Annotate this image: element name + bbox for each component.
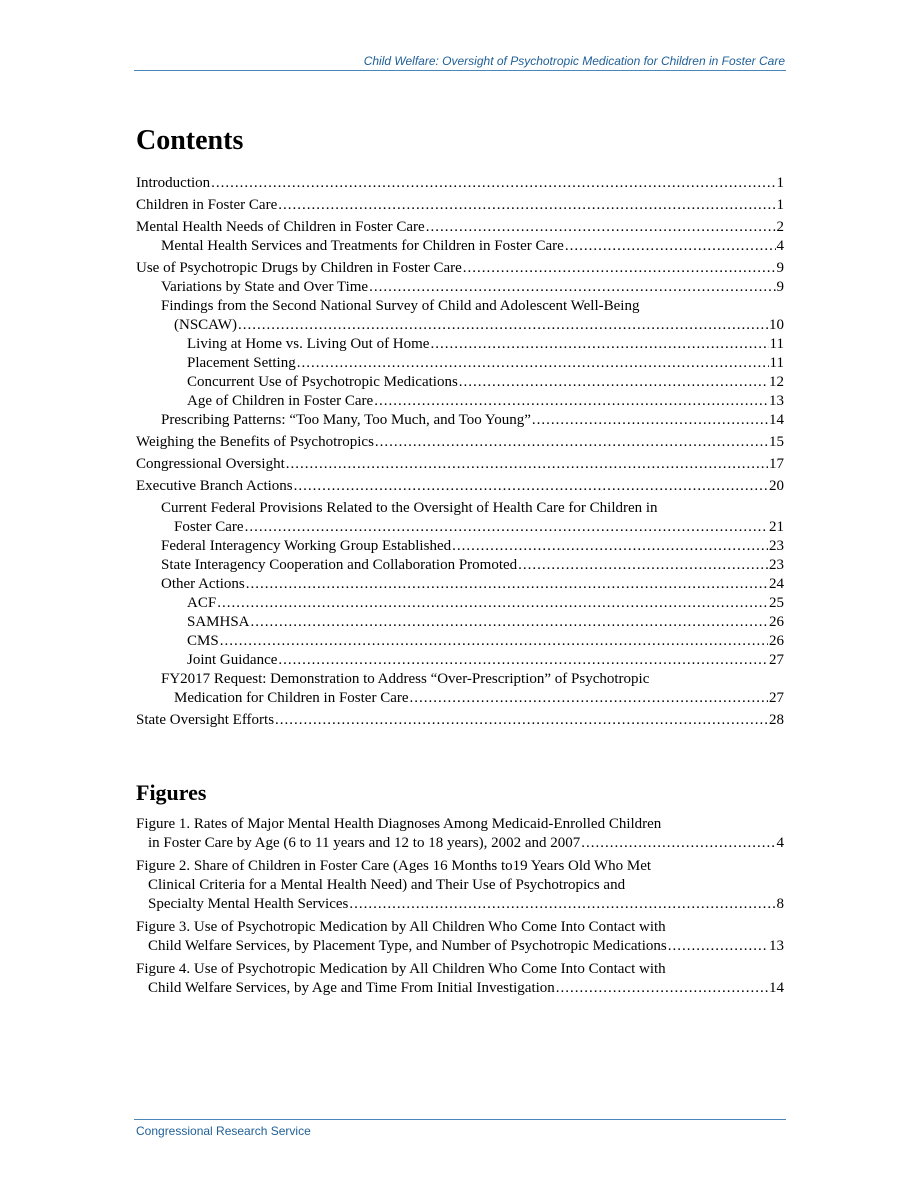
dot-leader: [349, 895, 775, 914]
toc-entry-cms[interactable]: CMS ..... 26: [136, 632, 784, 651]
dot-leader: [374, 392, 768, 411]
dot-leader: [463, 259, 776, 278]
dot-leader: [246, 575, 768, 594]
dot-leader: [211, 174, 775, 193]
dot-leader: [556, 979, 768, 998]
dot-leader: [251, 613, 768, 632]
toc-entry-introduction[interactable]: Introduction ..... 1: [136, 174, 784, 193]
dot-leader: [369, 278, 775, 297]
figure-entry-1[interactable]: Figure 1. Rates of Major Mental Health Diagnoses Among Medicaid-Enrolled Children in Foster Care by Age (6 to 11 years and 12 to 18 years), 2002 and 2007 ..... 4: [136, 815, 784, 853]
toc-entry-variations-by-state[interactable]: Variations by State and Over Time ..... 9: [136, 278, 784, 297]
toc-entry-concurrent-use[interactable]: Concurrent Use of Psychotropic Medications ..... 12: [136, 373, 784, 392]
contents-heading: Contents: [136, 125, 244, 156]
dot-leader: [668, 937, 768, 956]
dot-leader: [275, 711, 768, 730]
dot-leader: [278, 651, 768, 670]
figure-entry-2[interactable]: Figure 2. Share of Children in Foster Care (Ages 16 Months to19 Years Old Who Met Clinical Criteria for a Mental Health Need) and Their Use of Psychotropics and Specialty Mental Health Services ..... 8: [136, 857, 784, 914]
figure-entry-4[interactable]: Figure 4. Use of Psychotropic Medication by All Children Who Come Into Contact with Child Welfare Services, by Age and Time From Initial Investigation ..... 14: [136, 960, 784, 998]
figures-heading: Figures: [136, 780, 207, 805]
toc-entry-placement-setting[interactable]: Placement Setting ..... 11: [136, 354, 784, 373]
toc-entry-other-actions[interactable]: Other Actions ..... 24: [136, 575, 784, 594]
dot-leader: [294, 477, 768, 496]
toc-entry-use-of-psychotropic-drugs[interactable]: Use of Psychotropic Drugs by Children in Foster Care ..... 9: [136, 259, 784, 278]
running-title: Child Welfare: Oversight of Psychotropic Medication for Children in Foster Care: [363, 54, 785, 68]
running-header: [134, 54, 786, 71]
toc-entry-age-of-children[interactable]: Age of Children in Foster Care ..... 13: [136, 392, 784, 411]
figure-entry-3[interactable]: Figure 3. Use of Psychotropic Medication by All Children Who Come Into Contact with Child Welfare Services, by Placement Type, and Number of Psychotropic Medications ..... 13: [136, 918, 784, 956]
toc-entry-current-federal-provisions[interactable]: Current Federal Provisions Related to the Oversight of Health Care for Children in Foster Care ..... 21: [136, 499, 784, 537]
dot-leader: [426, 218, 776, 237]
toc-entry-nscaw-findings[interactable]: Findings from the Second National Survey of Child and Adolescent Well-Being (NSCAW) ..... 10: [136, 297, 784, 335]
dot-leader: [410, 689, 768, 708]
toc-entry-fy2017-request[interactable]: FY2017 Request: Demonstration to Address “Over-Prescription” of Psychotropic Medication for Children in Foster Care ..... 27: [136, 670, 784, 708]
dot-leader: [452, 537, 768, 556]
dot-leader: [220, 632, 768, 651]
toc-entry-children-in-foster-care[interactable]: Children in Foster Care ..... 1: [136, 196, 784, 215]
list-of-figures: [136, 815, 784, 998]
toc-entry-weighing-benefits[interactable]: Weighing the Benefits of Psychotropics ..... 15: [136, 433, 784, 452]
toc-entry-living-at-home[interactable]: Living at Home vs. Living Out of Home ..... 11: [136, 335, 784, 354]
toc-entry-state-interagency-cooperation[interactable]: State Interagency Cooperation and Collaboration Promoted ..... 23: [136, 556, 784, 575]
dot-leader: [518, 556, 768, 575]
toc-entry-prescribing-patterns[interactable]: Prescribing Patterns: “Too Many, Too Much, and Too Young” ..... 14: [136, 411, 784, 430]
dot-leader: [532, 411, 768, 430]
footer-org: Congressional Research Service: [136, 1124, 311, 1138]
toc-entry-congressional-oversight[interactable]: Congressional Oversight ..... 17: [136, 455, 784, 474]
table-of-contents: [136, 174, 784, 730]
toc-entry-mental-health-needs[interactable]: Mental Health Needs of Children in Foster Care ..... 2: [136, 218, 784, 237]
toc-entry-federal-interagency-group[interactable]: Federal Interagency Working Group Established ..... 23: [136, 537, 784, 556]
dot-leader: [217, 594, 768, 613]
dot-leader: [581, 834, 775, 853]
toc-entry-joint-guidance[interactable]: Joint Guidance ..... 27: [136, 651, 784, 670]
dot-leader: [297, 354, 769, 373]
dot-leader: [286, 455, 768, 474]
dot-leader: [278, 196, 775, 215]
toc-entry-state-oversight-efforts[interactable]: State Oversight Efforts ..... 28: [136, 711, 784, 730]
dot-leader: [238, 316, 768, 335]
dot-leader: [430, 335, 768, 354]
page-footer: [134, 1119, 786, 1138]
toc-entry-acf[interactable]: ACF ..... 25: [136, 594, 784, 613]
toc-entry-samhsa[interactable]: SAMHSA ..... 26: [136, 613, 784, 632]
dot-leader: [245, 518, 768, 537]
toc-entry-executive-branch-actions[interactable]: Executive Branch Actions ..... 20: [136, 477, 784, 496]
toc-entry-mental-health-services[interactable]: Mental Health Services and Treatments for Children in Foster Care ..... 4: [136, 237, 784, 256]
dot-leader: [565, 237, 776, 256]
dot-leader: [375, 433, 768, 452]
dot-leader: [459, 373, 768, 392]
